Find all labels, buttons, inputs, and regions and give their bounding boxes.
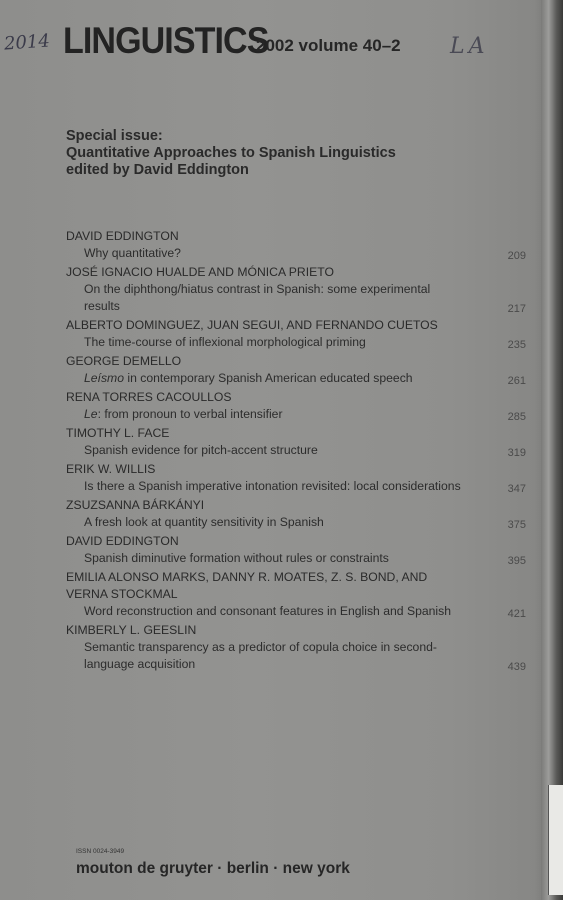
entry-page: 395 xyxy=(507,555,526,567)
toc-entry xyxy=(66,622,526,673)
entry-author: KIMBERLY L. GEESLIN xyxy=(66,623,197,637)
entry-page: 319 xyxy=(507,447,526,459)
entry-title: Why quantitative? xyxy=(84,246,181,260)
entry-title xyxy=(66,370,464,387)
special-issue-block xyxy=(66,128,396,179)
entry-page: 421 xyxy=(507,608,526,620)
book-spine xyxy=(541,0,563,900)
toc-entry xyxy=(66,228,526,262)
entry-page: 235 xyxy=(507,339,526,351)
entry-author: DAVID EDDINGTON xyxy=(66,534,179,548)
table-of-contents xyxy=(66,228,526,675)
entry-title: Spanish diminutive formation without rules or constraints xyxy=(84,551,389,565)
entry-title-rest: : from pronoun to verbal intensifier xyxy=(97,407,283,421)
handwritten-number: 2014 xyxy=(3,30,51,55)
entry-title: The time-course of inflexional morphological priming xyxy=(84,335,366,349)
journal-title: LINGUISTICS xyxy=(63,20,269,61)
entry-page: 209 xyxy=(507,250,526,262)
entry-author-continued: VERNA STOCKMAL xyxy=(66,587,178,601)
entry-title-italic: Leísmo xyxy=(84,371,124,385)
issn-number: ISSN 0024-3949 xyxy=(76,848,125,855)
entry-title-rest: in contemporary Spanish American educated speech xyxy=(123,371,413,385)
entry-page: 261 xyxy=(507,375,526,387)
entry-title: Semantic transparency as a predictor of copula choice in second-language acquisition xyxy=(84,640,437,671)
entry-page: 285 xyxy=(507,411,526,423)
entry-title: Is there a Spanish imperative intonation revisited: local considerations xyxy=(84,479,461,493)
entry-title: Word reconstruction and consonant features in English and Spanish xyxy=(84,604,451,618)
entry-title: Spanish evidence for pitch-accent structure xyxy=(84,443,318,457)
volume-info: 2002 volume 40–2 xyxy=(256,36,401,55)
toc-entry xyxy=(66,317,526,351)
entry-author: EMILIA ALONSO MARKS, DANNY R. MOATES, Z. S. BOND, AND xyxy=(66,570,428,584)
special-issue-label: Special issue: xyxy=(66,128,163,144)
toc-entry xyxy=(66,533,526,567)
special-issue-title: Quantitative Approaches to Spanish Linguistics xyxy=(66,145,396,161)
entry-author: RENA TORRES CACOULLOS xyxy=(66,390,232,404)
entry-page: 347 xyxy=(507,483,526,495)
special-issue-editor: edited by David Eddington xyxy=(66,162,249,178)
entry-author: JOSÉ IGNACIO HUALDE AND MÓNICA PRIETO xyxy=(66,265,334,279)
entry-page: 217 xyxy=(507,303,526,315)
entry-author: ZSUZSANNA BÁRKÁNYI xyxy=(66,498,205,512)
toc-entry xyxy=(66,497,526,531)
library-tab xyxy=(548,785,563,895)
toc-entry xyxy=(66,461,526,495)
toc-entry xyxy=(66,569,526,620)
entry-title-italic: Le xyxy=(84,407,98,421)
entry-author: GEORGE DEMELLO xyxy=(66,354,182,368)
entry-author: DAVID EDDINGTON xyxy=(66,229,179,243)
entry-author: TIMOTHY L. FACE xyxy=(66,426,170,440)
toc-entry xyxy=(66,264,526,315)
entry-author: ALBERTO DOMINGUEZ, JUAN SEGUI, AND FERNANDO CUETOS xyxy=(66,318,438,332)
handwritten-mark: LA xyxy=(450,34,489,59)
entry-title: A fresh look at quantity sensitivity in Spanish xyxy=(84,515,324,529)
entry-title xyxy=(66,406,464,423)
toc-entry xyxy=(66,389,526,423)
entry-page: 439 xyxy=(507,661,526,673)
toc-entry xyxy=(66,425,526,459)
toc-entry xyxy=(66,353,526,387)
publisher-line: mouton de gruyter · berlin · new york xyxy=(76,860,350,877)
entry-author: ERIK W. WILLIS xyxy=(66,462,156,476)
entry-title: On the diphthong/hiatus contrast in Spanish: some experimental results xyxy=(84,282,431,313)
entry-page: 375 xyxy=(507,519,526,531)
